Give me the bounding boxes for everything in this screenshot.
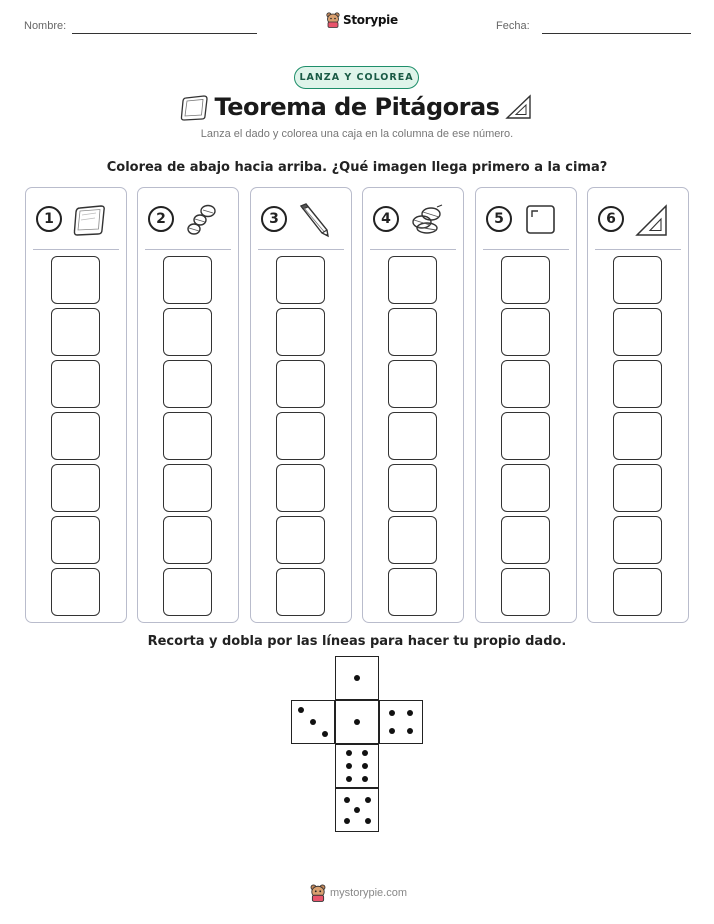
color-box xyxy=(613,464,662,512)
dice-pip xyxy=(362,763,368,769)
color-box xyxy=(276,256,325,304)
color-box xyxy=(501,256,550,304)
color-box xyxy=(613,308,662,356)
dice-pip xyxy=(365,797,371,803)
column-divider xyxy=(145,249,231,250)
column-header xyxy=(138,188,238,250)
column-number: 1 xyxy=(36,206,62,232)
color-box xyxy=(163,516,212,564)
color-box xyxy=(613,516,662,564)
color-box xyxy=(501,412,550,460)
color-box xyxy=(163,308,212,356)
column-3 xyxy=(250,187,352,623)
dice-pip xyxy=(407,728,413,734)
dice-pip xyxy=(354,719,360,725)
color-box xyxy=(613,360,662,408)
color-box xyxy=(163,568,212,616)
footer xyxy=(310,884,407,902)
column-6 xyxy=(587,187,689,623)
instruction: Colorea de abajo hacia arriba. ¿Qué imagen llega primero a la cima? xyxy=(106,160,608,175)
color-box xyxy=(51,412,100,460)
color-box xyxy=(51,464,100,512)
color-box xyxy=(613,256,662,304)
dice-pip xyxy=(346,750,352,756)
dice-pip xyxy=(362,776,368,782)
dice-pip xyxy=(344,797,350,803)
color-box xyxy=(388,516,437,564)
dice-face-1 xyxy=(335,656,379,700)
color-box xyxy=(51,360,100,408)
brand-name: Storypie xyxy=(343,13,398,27)
color-box xyxy=(388,360,437,408)
color-box xyxy=(501,360,550,408)
column-number: 4 xyxy=(373,206,399,232)
rope-icon xyxy=(184,202,220,238)
dice-pip xyxy=(354,675,360,681)
color-box xyxy=(613,412,662,460)
column-header xyxy=(363,188,463,250)
color-box xyxy=(51,516,100,564)
dice-face-5 xyxy=(335,788,379,832)
color-box xyxy=(613,568,662,616)
column-number: 5 xyxy=(486,206,512,232)
dice-pip xyxy=(365,818,371,824)
dice-pip xyxy=(389,728,395,734)
column-1 xyxy=(25,187,127,623)
dice-pip xyxy=(344,818,350,824)
dice-pip xyxy=(310,719,316,725)
color-box xyxy=(51,308,100,356)
dice-pip xyxy=(322,731,328,737)
dice-pip xyxy=(298,707,304,713)
dice-pip xyxy=(362,750,368,756)
brand-logo xyxy=(326,12,398,28)
color-box xyxy=(388,256,437,304)
column-divider xyxy=(483,249,569,250)
dice-pip xyxy=(346,776,352,782)
dice-pip xyxy=(346,763,352,769)
set-square-icon xyxy=(505,94,533,120)
eraser-icon xyxy=(72,202,108,238)
cut-instruction: Recorta y dobla por las líneas para hacer tu propio dado. xyxy=(147,634,567,649)
color-box xyxy=(51,256,100,304)
column-header xyxy=(26,188,126,250)
color-box xyxy=(163,360,212,408)
set-square-icon xyxy=(634,202,670,238)
column-header xyxy=(251,188,351,250)
color-box xyxy=(163,412,212,460)
bear-icon xyxy=(326,12,340,28)
color-box xyxy=(388,568,437,616)
color-box xyxy=(388,464,437,512)
color-box xyxy=(276,360,325,408)
activity-badge: LANZA Y COLOREA xyxy=(294,66,419,89)
color-box xyxy=(501,516,550,564)
column-number: 3 xyxy=(261,206,287,232)
column-number: 2 xyxy=(148,206,174,232)
dice-face-6 xyxy=(335,744,379,788)
dice-face-3 xyxy=(291,700,335,744)
name-line xyxy=(72,33,257,34)
date-line xyxy=(542,33,691,34)
rope-coil-icon xyxy=(409,202,445,238)
footer-url: mystorypie.com xyxy=(330,887,408,899)
column-2 xyxy=(137,187,239,623)
color-box xyxy=(276,568,325,616)
date-label: Fecha: xyxy=(496,20,530,32)
color-box xyxy=(501,308,550,356)
color-box xyxy=(163,464,212,512)
color-box xyxy=(501,568,550,616)
name-label: Nombre: xyxy=(24,20,67,32)
dice-pip xyxy=(389,710,395,716)
column-divider xyxy=(33,249,119,250)
color-box xyxy=(388,412,437,460)
dice-pip xyxy=(354,807,360,813)
color-box xyxy=(276,308,325,356)
column-divider xyxy=(258,249,344,250)
color-box xyxy=(276,412,325,460)
column-number: 6 xyxy=(598,206,624,232)
column-4 xyxy=(362,187,464,623)
dice-pip xyxy=(407,710,413,716)
square-icon xyxy=(522,202,558,238)
dice-face-1 xyxy=(335,700,379,744)
page-subtitle: Lanza el dado y colorea una caja en la columna de ese número. xyxy=(200,128,514,140)
dice-face-4 xyxy=(379,700,423,744)
column-divider xyxy=(370,249,456,250)
pencil-icon xyxy=(297,202,333,238)
color-box xyxy=(163,256,212,304)
color-box xyxy=(276,464,325,512)
color-box xyxy=(501,464,550,512)
column-divider xyxy=(595,249,681,250)
bear-icon xyxy=(310,884,326,902)
color-box xyxy=(276,516,325,564)
column-header xyxy=(476,188,576,250)
column-5 xyxy=(475,187,577,623)
page-title: Teorema de Pitágoras xyxy=(214,93,500,121)
color-box xyxy=(388,308,437,356)
color-box xyxy=(51,568,100,616)
column-header xyxy=(588,188,688,250)
